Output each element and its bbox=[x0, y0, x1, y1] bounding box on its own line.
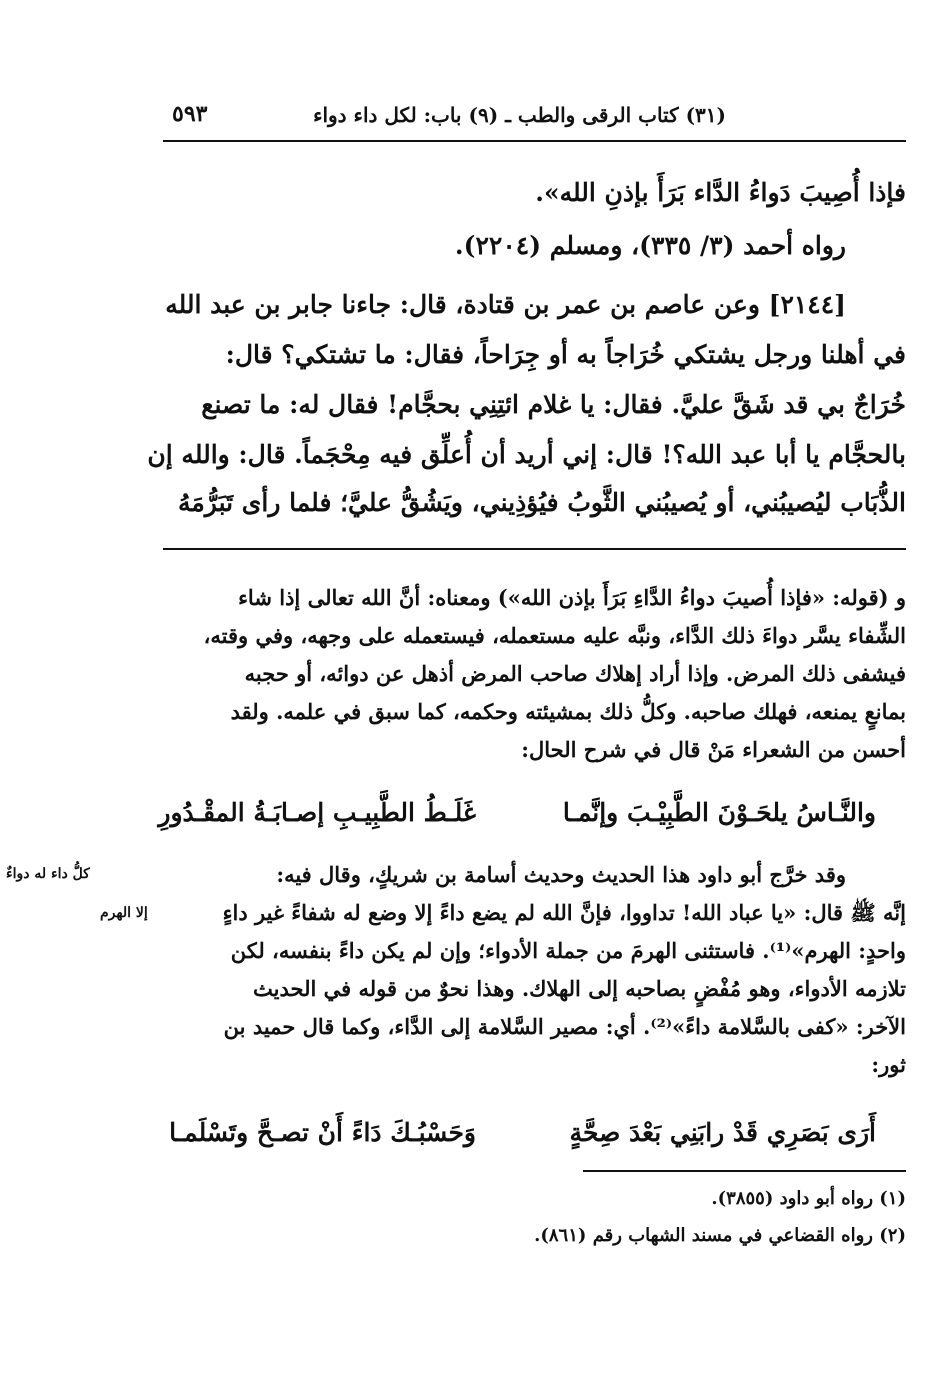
main-line-4: في أهلنا ورجل يشتكي خُرَاجاً به أو جِرَاحاً، فقال: ما تشتكي؟ قال: bbox=[225, 340, 906, 369]
margin-note-line-2: إلا الهرم bbox=[100, 905, 148, 921]
margin-note-line-1: كلُّ داء له دواءٌ bbox=[6, 866, 90, 882]
footnote-2: (٢) رواه القضاعي في مسند الشهاب رقم (٨٦١). bbox=[534, 1225, 906, 1246]
section-divider bbox=[163, 548, 906, 550]
header-rule bbox=[163, 140, 906, 142]
main-line-7: الذُّبَاب ليُصيبُني، أو يُصيبُني الثَّوبُ فيُؤذِيني، ويَشُقُّ عليَّ؛ فلما رأى تَبَرُّمَهُ bbox=[178, 488, 906, 517]
main-line-2: رواه أحمد (٣/ ٣٣٥)، ومسلم (٢٢٠٤). bbox=[454, 231, 846, 260]
commentary-line-4: بمانعٍ يمنعه، فهلك صاحبه. وكلُّ ذلك بمشيئته وحكمه، كما سبق في علمه. ولقد bbox=[230, 699, 906, 724]
page-number: ٥٩٣ bbox=[172, 101, 208, 127]
verse2-right-hemistich: أَرَى بَصَرِي قَدْ رابَنِي بَعْدَ صِحَّةٍ bbox=[569, 1118, 876, 1147]
commentary-line-9: تلازمه الأدواء، وهو مُفْضٍ بصاحبه إلى الهلاك. وهذا نحوٌ من قوله في الحديث bbox=[253, 976, 906, 1001]
commentary-line-3: فيشفى ذلك المرض. وإذا أراد إهلاك صاحب المرض أذهل عن دوائه، أو حجبه bbox=[244, 661, 906, 686]
commentary-line-11: ثور: bbox=[871, 1052, 906, 1077]
footnote-rule bbox=[583, 1170, 906, 1172]
commentary-line-5: أحسن من الشعراء مَنْ قال في شرح الحال: bbox=[521, 737, 906, 762]
commentary-line-2: الشِّفاء يسَّر دواءَ ذلك الدَّاء، ونبَّه عليه مستعمله، فيستعمله على وجهه، وفي وقته، bbox=[203, 623, 906, 648]
commentary-line-10: الآخر: «كفى بالسَّلامة داءً»⁽²⁾. أي: مصير السَّلامة إلى الدَّاء، وكما قال حميد بن bbox=[223, 1014, 906, 1039]
commentary-line-8: واحدٍ: الهرم»⁽¹⁾. فاستثنى الهرمَ من جملة الأدواء؛ وإن لم يكن داءً بنفسه، لكن bbox=[230, 938, 906, 963]
main-line-1: فإذا أُصِيبَ دَواءُ الدَّاء بَرَأَ بإذنِ الله». bbox=[535, 178, 906, 207]
main-line-5: خُرَاجٌ بي قد شَقَّ عليَّ. فقال: يا غلام ائتِنِي بحجَّام! فقال له: ما تصنع bbox=[201, 390, 906, 419]
verse1-right-hemistich: والنَّـاسُ يلحَـوْنَ الطَّبِيْـبَ وإنَّمـا bbox=[562, 798, 876, 827]
verse1-left-hemistich: غَلَـطُ الطَّبِيـبِ إصـابَـةُ المقْـدُورِ bbox=[158, 798, 476, 827]
main-line-3: [٢١٤٤] وعن عاصم بن عمر بن قتادة، قال: جاءنا جابر بن عبد الله bbox=[165, 290, 846, 319]
main-line-6: بالحجَّام يا أبا عبد الله؟! قال: إني أريد أن أُعلِّق فيه مِحْجَماً. قال: والله إن bbox=[147, 440, 906, 469]
commentary-line-1: و (قوله: «فإذا أُصيبَ دواءُ الدَّاءِ بَرَأَ بإذن الله») ومعناه: أنَّ الله تعالى إذا شاء bbox=[238, 585, 906, 610]
commentary-line-6: وقد خرَّج أبو داود هذا الحديث وحديث أسامة بن شريكٍ، وقال فيه: bbox=[276, 862, 846, 887]
running-header-title: (٣١) كتاب الرقى والطب ـ (٩) باب: لكل داء دواء bbox=[313, 103, 726, 127]
footnote-1: (١) رواه أبو داود (٣٨٥٥). bbox=[711, 1188, 906, 1209]
commentary-line-7: إنَّه ﷺ قال: «يا عباد الله! تداووا، فإنَّ الله لم يضع داءً إلا وضع له شفاءً غير داءٍ bbox=[222, 900, 906, 925]
verse2-left-hemistich: وَحَسْبُـكَ دَاءً أَنْ تصـحَّ وتَسْلَمـا bbox=[169, 1118, 476, 1147]
